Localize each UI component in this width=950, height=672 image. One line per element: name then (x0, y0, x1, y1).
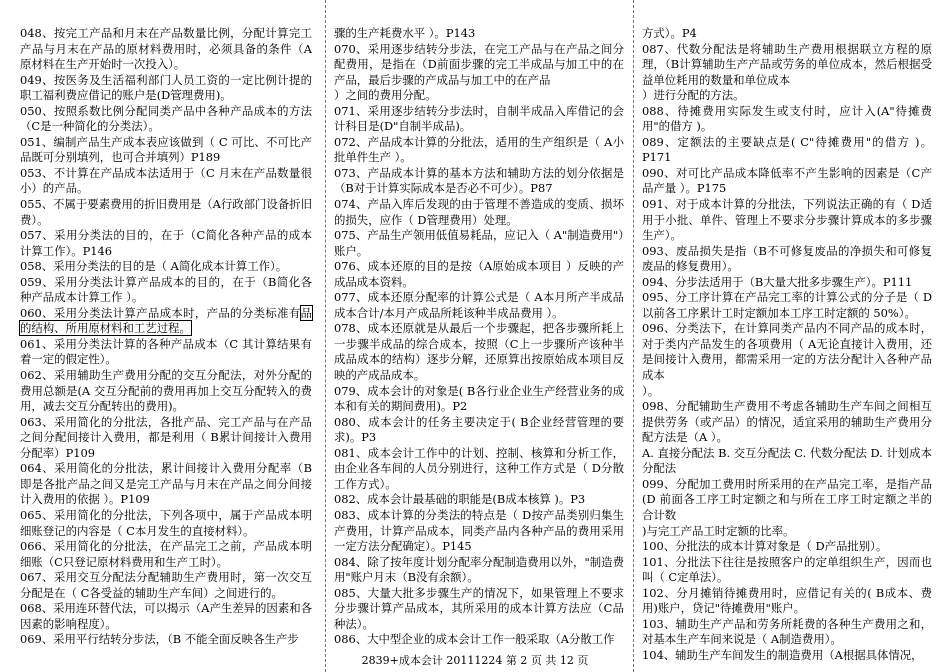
question-item: 073、产品成本计算的基本方法和辅助方法的划分依据是（B对于计算实际成本是否必不可少）。P87 (334, 165, 624, 196)
highlighted-text: 品的结构、所用原材料和工艺过程。 (20, 305, 312, 336)
question-item: 098、分配辅助生产费用不考虑各辅助生产车间之间相互提供劳务（或产品）的情况，适宜采用的辅助生产费用分配方法是（A ）。 (642, 399, 932, 445)
question-item: 083、成本计算的分类法的特点是（ D按产品类别归集生产费用，计算产品成本，同类产品内各种产品的费用采用一定方法分配确定）。P145 (334, 507, 624, 554)
question-item: 087、代数分配法是将辅助生产费用根据联立方程的原理，（B计算辅助生产产品或劳务的单位成本，然后根据受益单位耗用的数量和单位成本 (642, 41, 932, 87)
question-item: 057、采用分类法的目的，在于（C简化各种产品的成本计算工作）。P146 (20, 228, 312, 258)
question-item: 090、对可比产品成本降低率不产生影响的因素是（C产品产量 ）。P175 (642, 165, 932, 196)
question-item: 062、采用辅助生产费用分配的交互分配法，对外分配的费用总额是(A 交互分配前的费用再加上交互分配转入的费用，减去交互分配转出的费用)。 (20, 368, 312, 414)
question-item: 053、不计算在产品成本法适用于（C 月末在产品数量很小）的产品。 (20, 165, 312, 196)
question-item: 102、分月摊销待摊费用时，应借记有关的( B成本、费用)账户，贷记"待摊费用"账户。 (642, 585, 932, 616)
question-item: 089、定额法的主要缺点是( C"待摊费用"的借方 )。P171 (642, 134, 932, 165)
column-left (20, 26, 312, 646)
question-item: 081、成本会计工作中的计划、控制、核算和分析工作，由企业各车间的人员分别进行，这种工作方式是（ D分散工作方式）。 (334, 445, 624, 491)
question-item: 059、采用分类法计算产品成本的目的，在于（B简化各种产品成本计算工作 ）。 (20, 274, 312, 305)
question-item: 049、按医务及生活福利部门人员工资的一定比例计提的职工福利费应借记的账户是(D管理费用)。 (20, 72, 312, 103)
question-item: 068、采用连环替代法，可以揭示（A产生差异的因素和各因素的影响程度）。 (20, 601, 312, 631)
question-item: 071、采用逐步结转分步法时，自制半成品入库借记的会计科目是(D"自制半成品)。 (334, 103, 624, 134)
question-item: 065、采用简化的分批法，下列各项中，属于产品成本明细账登记的内容是（ C本月发生的直接材料）。 (20, 507, 312, 538)
question-item: 082、成本会计最基础的职能是(B成本核算 )。P3 (334, 492, 586, 507)
question-item: 050、按照系数比例分配同类产品中各种产品成本的方法（C是一种简化的分类法）。 (20, 103, 312, 134)
question-item: 方式）。P4 (642, 26, 697, 40)
question-item: 075、产品生产领用低值易耗品，应记入（ A"制造费用"）账户。 (334, 228, 624, 258)
question-item: A. 直接分配法 B. 交互分配法 C. 代数分配法 D. 计划成本分配法 (642, 445, 932, 476)
question-item: 093、废品损失是指（B不可修复废品的净损失和可修复废品的修复费用）。 (642, 243, 932, 274)
question-item: 096、分类法下，在计算同类产品内不同产品的成本时，对于类内产品发生的各项费用（ A无论直接计入费用，还是间接计入费用，都需采用一定的方法分配计入各种产品成本 (642, 321, 932, 383)
question-item: 099、分配加工费用时所采用的在产品完工率，是指产品(D 前面各工序工时定额之和与所在工序工时定额之半的合计数 (642, 476, 932, 522)
question-item: 066、采用简化的分批法，在产品完工之前，产品成本明细账（C只登记原材料费用和生产工时）。 (20, 539, 312, 569)
question-item: 079、成本会计的对象是( B各行业企业生产经营业务的成本和有关的期间费用)。P2 (334, 383, 624, 414)
question-item: )与完工产品工时定额的比率。 (642, 523, 795, 538)
column-right (642, 26, 932, 662)
question-item: 055、不属于要素费用的折旧费用是（A行政部门设备折旧费）。 (20, 197, 312, 227)
question-item: 048、按完工产品和月末在产品数量比例，分配计算完工产品与月末在产品的原材料费用时，必须具备的条件（A原材料在生产开始时一次投入）。 (20, 26, 312, 72)
column-divider (325, 0, 326, 672)
question-item: 074、产品入库后发现的由于管理不善造成的变质、损坏的损失，应作（ D管理费用）处理。 (334, 197, 624, 227)
question-item: 061、采用分类法计算的各种产品成本（C 其计算结果有着一定的假定性）。 (20, 336, 312, 367)
question-item: 100、分批法的成本计算对象是（ D产品批别）。 (642, 539, 888, 554)
question-item: 103、辅助生产产品和劳务所耗费的各种生产费用之和，对基本生产车间来说是（ A制造费用）。 (642, 616, 932, 647)
question-item: 088、待摊费用实际发生或支付时，应计入(A"待摊费用"的借方 )。 (642, 103, 932, 134)
question-item: 084、除了按年度计划分配率分配制造费用以外，"制造费用"账户月末（B没有余额）。 (334, 554, 624, 585)
question-item: 095、分工序计算在产品完工率的计算公式的分子是（ D以前各工序累计工时定额加本工序工时定额的 50%）。 (642, 290, 932, 320)
question-item: 070、采用逐步结转分步法，在完工产品与在产品之间分配费用，是指在（D前面步骤的完工半成品与加工中的在产品，最后步骤的产成品与加工中的在产品 (334, 41, 624, 87)
question-item: 063、采用简化的分批法，各批产品、完工产品与在产品之间分配间接计入费用，都是利用（ B累计间接计入费用分配率）P109 (20, 414, 312, 460)
page-footer: 2839+成本会计 20111224 第 2 页 共 12 页 (361, 654, 589, 667)
question-item: 104、辅助生产车间发生的制造费用（A根据具体情况， (642, 647, 923, 662)
question-item: 094、分步法适用于（B大量大批多步骤生产）。P111 (642, 274, 913, 289)
question-item: 085、大量大批多步骤生产的情况下，如果管理上不要求分步骤计算产品成本，其所采用的成本计算方法应（C品种法）。 (334, 585, 624, 631)
column-divider (633, 0, 634, 672)
question-item: 051、编制产品生产成本表应该做到（ C 可比、不可比产品既可分别填列，也可合并填列）P189 (20, 134, 312, 165)
column-middle (334, 26, 624, 646)
question-item: 058、采用分类法的目的是（ A简化成本计算工作）。 (20, 259, 288, 274)
question-item: 078、成本还原就是从最后一个步骤起，把各步骤所耗上一步骤半成品的综合成本，按照（C上一步骤所产该种半成品成本的结构）逐步分解，还原算出按原始成本项目反映的产成品成本。 (334, 321, 624, 383)
question-item: 086、大中型企业的成本会计工作一般采取（A分散工作 (334, 632, 615, 647)
question-item: ）之间的费用分配。 (334, 88, 437, 103)
question-item: 骤的生产耗费水平 ）。P143 (334, 26, 476, 40)
question-item: 080、成本会计的任务主要决定于( B企业经营管理的要求)。P3 (334, 414, 624, 445)
question-item: 069、采用平行结转分步法，（B 不能全面反映各生产步 (20, 632, 299, 647)
question-item: 077、成本还原分配率的计算公式是（ A本月所产半成品成本合计/本月产成品所耗该种半成品费用 ）。 (334, 290, 624, 320)
question-item: 101、分批法下往往是按照客户的定单组织生产，因而也叫（ C定单法）。 (642, 554, 932, 585)
question-item: 076、成本还原的目的是按（A原始成本项目 ）反映的产成品成本资料。 (334, 259, 624, 289)
question-item: ）进行分配的方法。 (642, 88, 745, 103)
question-item: ）。 (642, 383, 660, 398)
question-item: 067、采用交互分配法分配辅助生产费用时，第一次交互分配是在（ C各受益的辅助生产车间）之间进行的。 (20, 570, 312, 600)
question-item: 064、采用简化的分批法，累计间接计入费用分配率（B即是各批产品之间又是完工产品与月末在产品之间分间接计入费用的依据 ）。P109 (20, 461, 312, 507)
question-item: 072、产品成本计算的分批法，适用的生产组织是（ A小批单件生产 ）。 (334, 134, 624, 165)
question-item: 060、采用分类法计算产品成本时，产品的分类标准有品的结构、所用原材料和工艺过程。 (20, 305, 312, 336)
question-item: 091、对于成本计算的分批法，下列说法正确的有（ D适用于小批、单件、管理上不要求分步骤计算成本的多步骤生产）。 (642, 197, 932, 243)
